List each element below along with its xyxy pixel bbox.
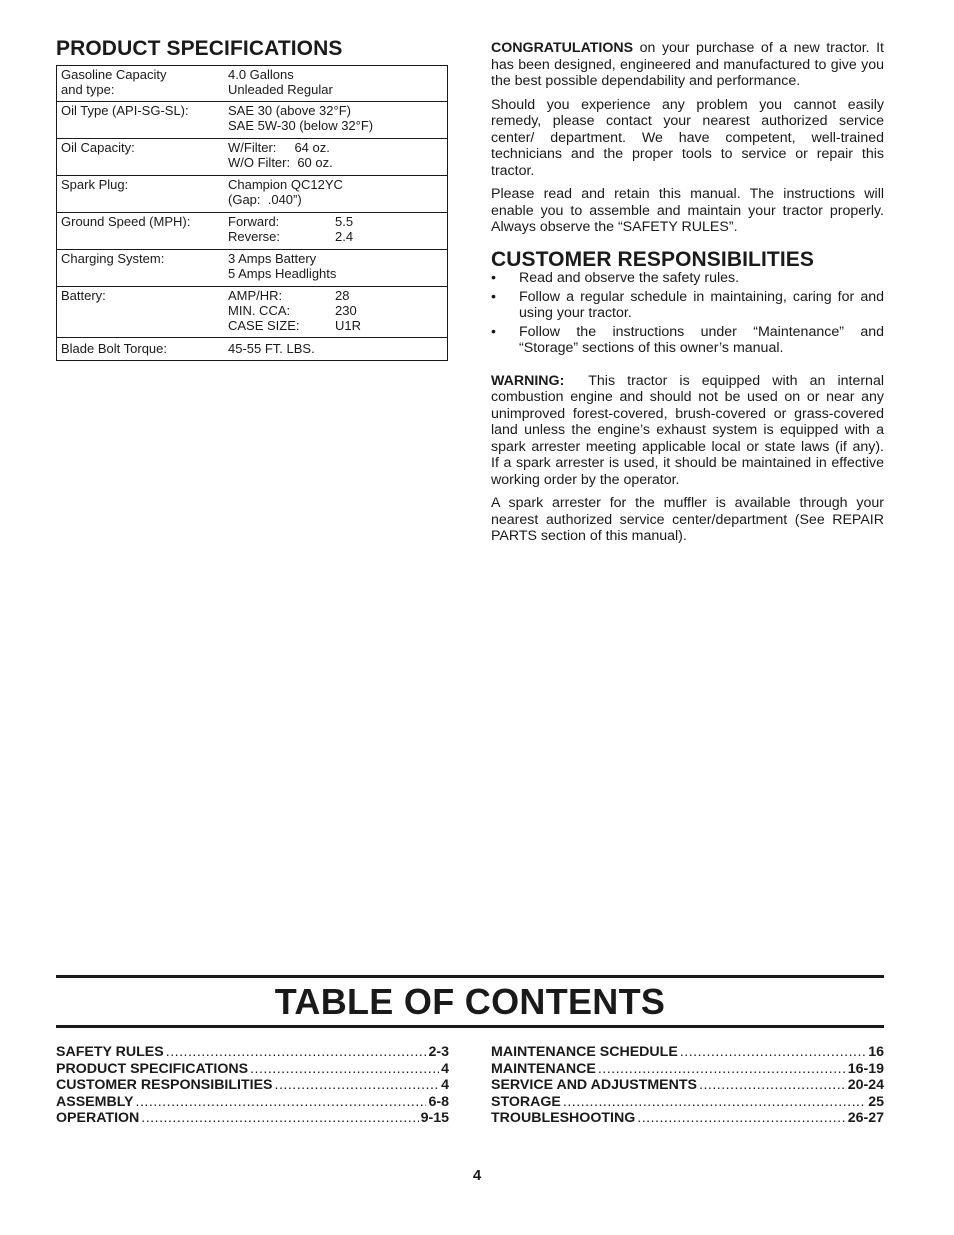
- toc-entry-maintenance[interactable]: MAINTENANCE ..... 16-19: [491, 1061, 884, 1078]
- toc-entry-storage[interactable]: STORAGE ..... 25: [491, 1094, 884, 1111]
- leader-dots: [680, 1044, 866, 1061]
- list-item: • Follow the instructions under “Maintenance” and “Storage” sections of this owner’s manual.: [491, 323, 884, 356]
- product-specifications-table: [56, 65, 448, 361]
- retain-manual-paragraph: Please read and retain this manual. The instructions will enable you to assemble and maintain your tractor properly. Always observe the “SAFETY RULES”.: [491, 186, 884, 235]
- spec-row-oil-capacity: [57, 139, 448, 176]
- toc-entry-safety-rules[interactable]: SAFETY RULES ..... 2-3: [56, 1044, 449, 1061]
- customer-responsibilities-heading: CUSTOMER RESPONSIBILITIES: [491, 247, 814, 271]
- spec-value: AMP/HR: 28 MIN. CCA: 230 CASE SIZE: U1R: [224, 287, 448, 338]
- toc-left-column: [56, 1044, 449, 1127]
- spec-row-ground-speed: [57, 213, 448, 250]
- spec-row-charging-system: [57, 250, 448, 287]
- spec-row-battery: [57, 287, 448, 338]
- spec-value: Forward: 5.5 Reverse: 2.4: [224, 213, 448, 250]
- bullet-icon: •: [491, 270, 496, 286]
- spec-row-gasoline: [57, 66, 448, 102]
- toc-entry-troubleshooting[interactable]: TROUBLESHOOTING ..... 26-27: [491, 1110, 884, 1127]
- list-item: • Follow a regular schedule in maintaining, caring for and using your tractor.: [491, 288, 884, 321]
- product-specifications-heading: PRODUCT SPECIFICATIONS: [56, 37, 343, 60]
- spec-label: Charging System:: [57, 250, 225, 287]
- spec-label: Ground Speed (MPH):: [57, 213, 225, 250]
- toc-entry-product-specifications[interactable]: PRODUCT SPECIFICATIONS ..... 4: [56, 1061, 449, 1078]
- intro-column: [491, 40, 892, 552]
- spec-value: Champion QC12YC (Gap: .040”): [224, 176, 448, 213]
- toc-right-column: [491, 1044, 884, 1127]
- table-of-contents-title: TABLE OF CONTENTS: [274, 981, 666, 1022]
- spec-label: Oil Capacity:: [57, 139, 225, 176]
- leader-dots: [699, 1077, 846, 1094]
- toc-entry-maintenance-schedule[interactable]: MAINTENANCE SCHEDULE ..... 16: [491, 1044, 884, 1061]
- leader-dots: [141, 1110, 418, 1127]
- bullet-icon: •: [491, 323, 496, 340]
- toc-entry-operation[interactable]: OPERATION ..... 9-15: [56, 1110, 449, 1127]
- spec-value: 4.0 Gallons Unleaded Regular: [224, 66, 448, 102]
- bullet-icon: •: [491, 288, 496, 305]
- spec-label: Gasoline Capacity and type:: [57, 66, 225, 102]
- leader-dots: [637, 1110, 845, 1127]
- toc-entry-service-and-adjustments[interactable]: SERVICE AND ADJUSTMENTS ..... 20-24: [491, 1077, 884, 1094]
- page-number: 4: [472, 1167, 482, 1184]
- spec-row-blade-bolt-torque: [57, 338, 448, 361]
- toc-entry-customer-responsibilities[interactable]: CUSTOMER RESPONSIBILITIES ..... 4: [56, 1077, 449, 1094]
- congratulations-paragraph: CONGRATULATIONS on your purchase of a new tractor. It has been designed, engineered and manufactured to give you the best possible dependability and performance.: [491, 40, 884, 89]
- spec-row-oil-type: [57, 102, 448, 139]
- toc-entry-assembly[interactable]: ASSEMBLY ..... 6-8: [56, 1094, 449, 1111]
- spec-label: Spark Plug:: [57, 176, 225, 213]
- spec-row-spark-plug: [57, 176, 448, 213]
- leader-dots: [275, 1077, 440, 1094]
- responsibilities-list: [491, 270, 884, 357]
- spec-value: 3 Amps Battery 5 Amps Headlights: [224, 250, 448, 287]
- leader-dots: [563, 1094, 866, 1111]
- warning-paragraph: WARNING: This tractor is equipped with an internal combustion engine and should not be used on or near any unimproved forest-covered, brush-covered or grass-covered land unless the engine’s exhaust system is equipped with a spark arrester meeting applicable local or state laws (if any). If a spark arrester is used, it should be maintained in effective working order by the operator.: [491, 372, 892, 488]
- spark-arrester-paragraph: A spark arrester for the muffler is available through your nearest authorized service center/department (See REPAIR PARTS section of this manual).: [491, 495, 884, 544]
- list-item: • Read and observe the safety rules.: [491, 270, 740, 286]
- leader-dots: [136, 1094, 427, 1111]
- spec-value: 45-55 FT. LBS.: [228, 341, 315, 356]
- problem-paragraph: Should you experience any problem you cannot easily remedy, please contact your nearest authorized service center/ department. We have competent, well-trained technicians and the proper tools to service or repair this tractor.: [491, 96, 884, 179]
- toc-top-rule: [56, 975, 884, 978]
- toc-bottom-rule: [56, 1025, 884, 1028]
- spec-label: Blade Bolt Torque:: [61, 341, 167, 356]
- spec-label: Oil Type (API-SG-SL):: [57, 102, 225, 139]
- spec-value: W/Filter: 64 oz. W/O Filter: 60 oz.: [224, 139, 448, 176]
- leader-dots: [598, 1061, 846, 1078]
- spec-value: SAE 30 (above 32°F) SAE 5W-30 (below 32°F): [224, 102, 448, 139]
- leader-dots: [166, 1044, 427, 1061]
- leader-dots: [250, 1061, 439, 1078]
- spec-label: Battery:: [57, 287, 225, 338]
